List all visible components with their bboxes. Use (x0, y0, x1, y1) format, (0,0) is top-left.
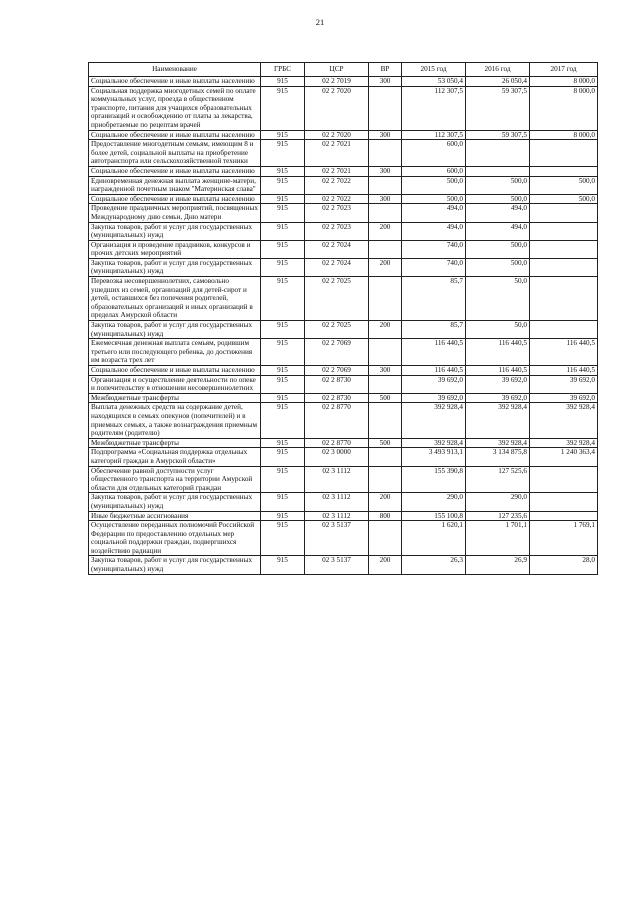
cell-vr: 300 (369, 130, 402, 140)
cell-grbs: 915 (261, 448, 305, 466)
header-2017: 2017 год (530, 63, 598, 77)
cell-2016: 50,0 (466, 321, 530, 339)
cell-vr: 500 (369, 438, 402, 448)
cell-2015: 26,3 (402, 556, 466, 574)
cell-vr (369, 140, 402, 167)
cell-grbs: 915 (261, 176, 305, 194)
cell-vr (369, 521, 402, 556)
cell-name: Организация и осуществление деятельности по опеке и попечительству в отношении несовершеннолетних (89, 375, 261, 393)
cell-vr: 200 (369, 493, 402, 511)
cell-2015: 500,0 (402, 176, 466, 194)
cell-2015: 500,0 (402, 194, 466, 204)
cell-2016: 500,0 (466, 258, 530, 276)
cell-csr: 02 3 0000 (305, 448, 369, 466)
cell-csr: 02 2 7021 (305, 166, 369, 176)
cell-name: Социальное обеспечение и иные выплаты населению (89, 130, 261, 140)
cell-vr (369, 448, 402, 466)
cell-2017: 500,0 (530, 194, 598, 204)
header-grbs: ГРБС (261, 63, 305, 77)
table-row (89, 130, 598, 140)
cell-2017 (530, 258, 598, 276)
cell-vr (369, 403, 402, 438)
cell-grbs: 915 (261, 194, 305, 204)
cell-2016: 3 134 875,8 (466, 448, 530, 466)
cell-2017: 28,0 (530, 556, 598, 574)
cell-name: Обеспечение равной доступности услуг общественного транспорта на территории Амурской области для отдельных категорий граждан (89, 466, 261, 493)
cell-name: Межбюджетные трансферты (89, 438, 261, 448)
cell-2017: 392 928,4 (530, 438, 598, 448)
cell-2017: 392 928,4 (530, 403, 598, 438)
header-2016: 2016 год (466, 63, 530, 77)
cell-grbs: 915 (261, 375, 305, 393)
cell-vr: 200 (369, 321, 402, 339)
cell-2017: 1 769,1 (530, 521, 598, 556)
cell-csr: 02 2 8730 (305, 393, 369, 403)
table-row (89, 258, 598, 276)
table-row (89, 240, 598, 258)
cell-grbs: 915 (261, 521, 305, 556)
cell-vr: 500 (369, 393, 402, 403)
cell-csr: 02 2 7021 (305, 140, 369, 167)
cell-vr: 800 (369, 511, 402, 521)
cell-2017 (530, 166, 598, 176)
cell-2016: 127 525,6 (466, 466, 530, 493)
cell-2015: 392 928,4 (402, 438, 466, 448)
table-row (89, 375, 598, 393)
table-row (89, 176, 598, 194)
page-number: 21 (315, 17, 325, 27)
cell-vr: 300 (369, 77, 402, 87)
cell-grbs: 915 (261, 366, 305, 376)
header-name: Наименование (89, 63, 261, 77)
cell-2015: 494,0 (402, 222, 466, 240)
cell-2015: 600,0 (402, 166, 466, 176)
cell-2017: 1 240 363,4 (530, 448, 598, 466)
cell-name: Единовременная денежная выплата женщине-матери, награжденной почетным знаком "Материнская слава" (89, 176, 261, 194)
cell-vr (369, 204, 402, 222)
cell-csr: 02 2 7023 (305, 222, 369, 240)
cell-2016: 127 235,6 (466, 511, 530, 521)
cell-2017: 8 000,0 (530, 130, 598, 140)
header-vr: ВР (369, 63, 402, 77)
cell-csr: 02 2 8770 (305, 438, 369, 448)
cell-csr: 02 2 7025 (305, 321, 369, 339)
cell-vr (369, 339, 402, 366)
cell-2015: 3 493 913,1 (402, 448, 466, 466)
cell-2017 (530, 321, 598, 339)
cell-2016: 39 692,0 (466, 393, 530, 403)
cell-2016: 59 307,5 (466, 130, 530, 140)
cell-csr: 02 2 7020 (305, 86, 369, 130)
cell-csr: 02 2 7020 (305, 130, 369, 140)
cell-vr: 300 (369, 366, 402, 376)
cell-name: Социальная поддержка многодетных семей по оплате коммунальных услуг, проезда в общественном транспорте, питания для учащихся образовательных организаций и освобождению от платы за лекарства, приобретаемые по рецептам врачей (89, 86, 261, 130)
cell-vr (369, 277, 402, 321)
table-row (89, 339, 598, 366)
table-row (89, 77, 598, 87)
cell-name: Межбюджетные трансферты (89, 393, 261, 403)
cell-vr (369, 375, 402, 393)
cell-name: Выплата денежных средств на содержание детей, находящихся в семьях опекунов (попечителей) и в приемных семьях, а также вознаграждения приемным родителям (родителю) (89, 403, 261, 438)
cell-grbs: 915 (261, 277, 305, 321)
cell-2017 (530, 493, 598, 511)
cell-csr: 02 2 7019 (305, 77, 369, 87)
cell-csr: 02 3 1112 (305, 466, 369, 493)
cell-name: Закупка товаров, работ и услуг для государственных (муниципальных) нужд (89, 258, 261, 276)
cell-2016: 392 928,4 (466, 438, 530, 448)
table-row (89, 393, 598, 403)
cell-2015: 740,0 (402, 258, 466, 276)
cell-grbs: 915 (261, 511, 305, 521)
cell-name: Ежемесячная денежная выплата семьям, родившим третьего или последующего ребенка, до достижения им возраста трех лет (89, 339, 261, 366)
cell-2015: 116 440,5 (402, 366, 466, 376)
cell-2015: 740,0 (402, 240, 466, 258)
cell-2015: 112 307,5 (402, 86, 466, 130)
cell-csr: 02 2 7024 (305, 240, 369, 258)
cell-name: Закупка товаров, работ и услуг для государственных (муниципальных) нужд (89, 222, 261, 240)
cell-name: Предоставление многодетным семьям, имеющим 8 и более детей, социальной выплаты на приобретение автотранспорта или сельскохозяйственной техники (89, 140, 261, 167)
cell-name: Закупка товаров, работ и услуг для государственных (муниципальных) нужд (89, 556, 261, 574)
cell-2016: 500,0 (466, 176, 530, 194)
cell-2015: 600,0 (402, 140, 466, 167)
cell-2017: 116 440,5 (530, 366, 598, 376)
cell-name: Осуществление переданных полномочий Российской Федерации по предоставлению отдельных мер социальной поддержки граждан, подвергшихся воздействию радиации (89, 521, 261, 556)
cell-grbs: 915 (261, 403, 305, 438)
header-2015: 2015 год (402, 63, 466, 77)
header-csr: ЦСР (305, 63, 369, 77)
cell-name: Социальное обеспечение и иные выплаты населению (89, 166, 261, 176)
cell-grbs: 915 (261, 86, 305, 130)
cell-csr: 02 2 7024 (305, 258, 369, 276)
cell-2015: 155 100,8 (402, 511, 466, 521)
table-row (89, 194, 598, 204)
cell-csr: 02 2 7069 (305, 366, 369, 376)
cell-2015: 39 692,0 (402, 393, 466, 403)
cell-vr (369, 466, 402, 493)
cell-name: Закупка товаров, работ и услуг для государственных (муниципальных) нужд (89, 321, 261, 339)
header-row (89, 63, 598, 77)
cell-grbs: 915 (261, 339, 305, 366)
cell-2015: 85,7 (402, 321, 466, 339)
table-row (89, 448, 598, 466)
cell-grbs: 915 (261, 258, 305, 276)
cell-name: Перевозка несовершеннолетних, самовольно ушедших из семей, организаций для детей-сирот и детей, оставшихся без попечения родителей, образовательных организаций и иных организаций в пределах Амурской области (89, 277, 261, 321)
cell-2017 (530, 240, 598, 258)
cell-2015: 392 928,4 (402, 403, 466, 438)
cell-grbs: 915 (261, 204, 305, 222)
cell-2017: 39 692,0 (530, 375, 598, 393)
cell-2015: 116 440,5 (402, 339, 466, 366)
cell-2016: 116 440,5 (466, 366, 530, 376)
table-row (89, 166, 598, 176)
cell-grbs: 915 (261, 556, 305, 574)
cell-grbs: 915 (261, 493, 305, 511)
cell-2016: 50,0 (466, 277, 530, 321)
cell-csr: 02 3 1112 (305, 493, 369, 511)
cell-2016: 116 440,5 (466, 339, 530, 366)
table-row (89, 511, 598, 521)
cell-2016 (466, 166, 530, 176)
cell-2017 (530, 277, 598, 321)
cell-vr: 300 (369, 194, 402, 204)
cell-2017: 500,0 (530, 176, 598, 194)
cell-grbs: 915 (261, 140, 305, 167)
cell-grbs: 915 (261, 77, 305, 87)
table-row (89, 366, 598, 376)
table-row (89, 86, 598, 130)
cell-2017 (530, 511, 598, 521)
cell-2015: 290,0 (402, 493, 466, 511)
cell-name: Социальное обеспечение и иные выплаты населению (89, 77, 261, 87)
table-row (89, 321, 598, 339)
cell-2016: 59 307,5 (466, 86, 530, 130)
cell-grbs: 915 (261, 321, 305, 339)
cell-2016: 392 928,4 (466, 403, 530, 438)
cell-name: Организация и проведение праздников, конкурсов и прочих детских мероприятий (89, 240, 261, 258)
cell-2015: 155 390,8 (402, 466, 466, 493)
cell-2017: 116 440,5 (530, 339, 598, 366)
cell-2015: 494,0 (402, 204, 466, 222)
cell-csr: 02 2 8770 (305, 403, 369, 438)
cell-vr (369, 86, 402, 130)
cell-name: Проведение праздничных мероприятий, посвященных Международному дню семьи, Дню матери (89, 204, 261, 222)
cell-name: Иные бюджетные ассигнования (89, 511, 261, 521)
cell-2016: 26,9 (466, 556, 530, 574)
cell-name: Социальное обеспечение и иные выплаты населению (89, 194, 261, 204)
cell-2015: 1 620,1 (402, 521, 466, 556)
budget-table (88, 62, 598, 575)
cell-name: Закупка товаров, работ и услуг для государственных (муниципальных) нужд (89, 493, 261, 511)
cell-2017: 8 000,0 (530, 77, 598, 87)
cell-2015: 53 050,4 (402, 77, 466, 87)
cell-vr: 200 (369, 556, 402, 574)
cell-name: Подпрограмма «Социальная поддержка отдельных категорий граждан в Амурской области» (89, 448, 261, 466)
cell-grbs: 915 (261, 222, 305, 240)
cell-grbs: 915 (261, 166, 305, 176)
cell-2016: 500,0 (466, 240, 530, 258)
cell-grbs: 915 (261, 393, 305, 403)
cell-2017 (530, 204, 598, 222)
cell-csr: 02 2 7069 (305, 339, 369, 366)
cell-grbs: 915 (261, 466, 305, 493)
cell-csr: 02 3 5137 (305, 521, 369, 556)
cell-2016: 26 050,4 (466, 77, 530, 87)
table-row (89, 204, 598, 222)
cell-2016: 494,0 (466, 204, 530, 222)
cell-2017: 8 000,0 (530, 86, 598, 130)
cell-vr: 200 (369, 222, 402, 240)
cell-2017 (530, 466, 598, 493)
cell-2016 (466, 140, 530, 167)
cell-vr (369, 240, 402, 258)
cell-2015: 112 307,5 (402, 130, 466, 140)
cell-csr: 02 2 7025 (305, 277, 369, 321)
cell-grbs: 915 (261, 240, 305, 258)
cell-2017 (530, 140, 598, 167)
cell-2015: 39 692,0 (402, 375, 466, 393)
cell-2015: 85,7 (402, 277, 466, 321)
cell-csr: 02 3 1112 (305, 511, 369, 521)
table-row (89, 466, 598, 493)
table-row (89, 556, 598, 574)
cell-csr: 02 2 7023 (305, 204, 369, 222)
cell-vr: 200 (369, 258, 402, 276)
table-row (89, 403, 598, 438)
table-row (89, 277, 598, 321)
cell-2016: 290,0 (466, 493, 530, 511)
table-row (89, 521, 598, 556)
cell-name: Социальное обеспечение и иные выплаты населению (89, 366, 261, 376)
cell-2016: 500,0 (466, 194, 530, 204)
cell-csr: 02 2 7022 (305, 176, 369, 194)
cell-csr: 02 2 7022 (305, 194, 369, 204)
table-row (89, 140, 598, 167)
table-row (89, 438, 598, 448)
cell-vr (369, 176, 402, 194)
cell-grbs: 915 (261, 438, 305, 448)
cell-2016: 494,0 (466, 222, 530, 240)
cell-2016: 1 701,1 (466, 521, 530, 556)
cell-grbs: 915 (261, 130, 305, 140)
table-row (89, 493, 598, 511)
cell-2017 (530, 222, 598, 240)
table-row (89, 222, 598, 240)
cell-csr: 02 2 8730 (305, 375, 369, 393)
cell-vr: 300 (369, 166, 402, 176)
cell-2017: 39 692,0 (530, 393, 598, 403)
cell-2016: 39 692,0 (466, 375, 530, 393)
cell-csr: 02 3 5137 (305, 556, 369, 574)
